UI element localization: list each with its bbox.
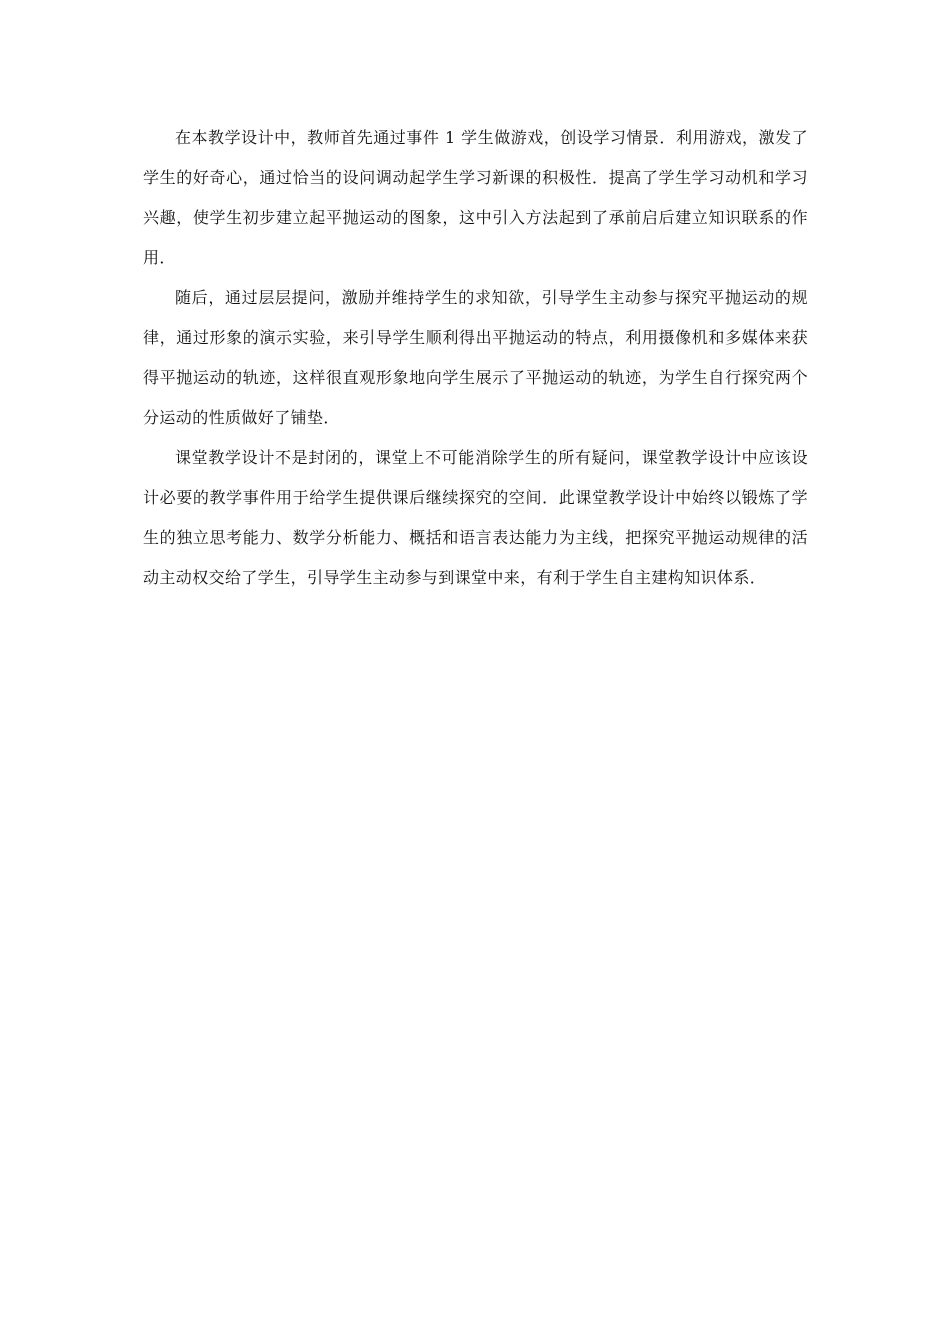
- paragraph-conclusion: 课堂教学设计不是封闭的，课堂上不可能消除学生的所有疑问，课堂教学设计中应该设计必要的教学事件用于给学生提供课后继续探究的空间．此课堂教学设计中始终以锻炼了学生的独立思考能力、数学分析能力、概括和语言表达能力为主线，把探究平抛运动规律的活动主动权交给了学生，引导学生主动参与到课堂中来，有利于学生自主建构知识体系．: [143, 448, 808, 587]
- document-body: [143, 118, 808, 598]
- paragraph-process: 随后，通过层层提问，激励并维持学生的求知欲，引导学生主动参与探究平抛运动的规律，通过形象的演示实验，来引导学生顺利得出平抛运动的特点，利用摄像机和多媒体来获得平抛运动的轨迹，这样很直观形象地向学生展示了平抛运动的轨迹，为学生自行探究两个分运动的性质做好了铺垫．: [143, 288, 808, 427]
- paragraph-intro: 在本教学设计中，教师首先通过事件 1 学生做游戏，创设学习情景．利用游戏，激发了学生的好奇心，通过恰当的设问调动起学生学习新课的积极性．提高了学生学习动机和学习兴趣，使学生初步建立起平抛运动的图象，这中引入方法起到了承前启后建立知识联系的作用．: [143, 128, 808, 267]
